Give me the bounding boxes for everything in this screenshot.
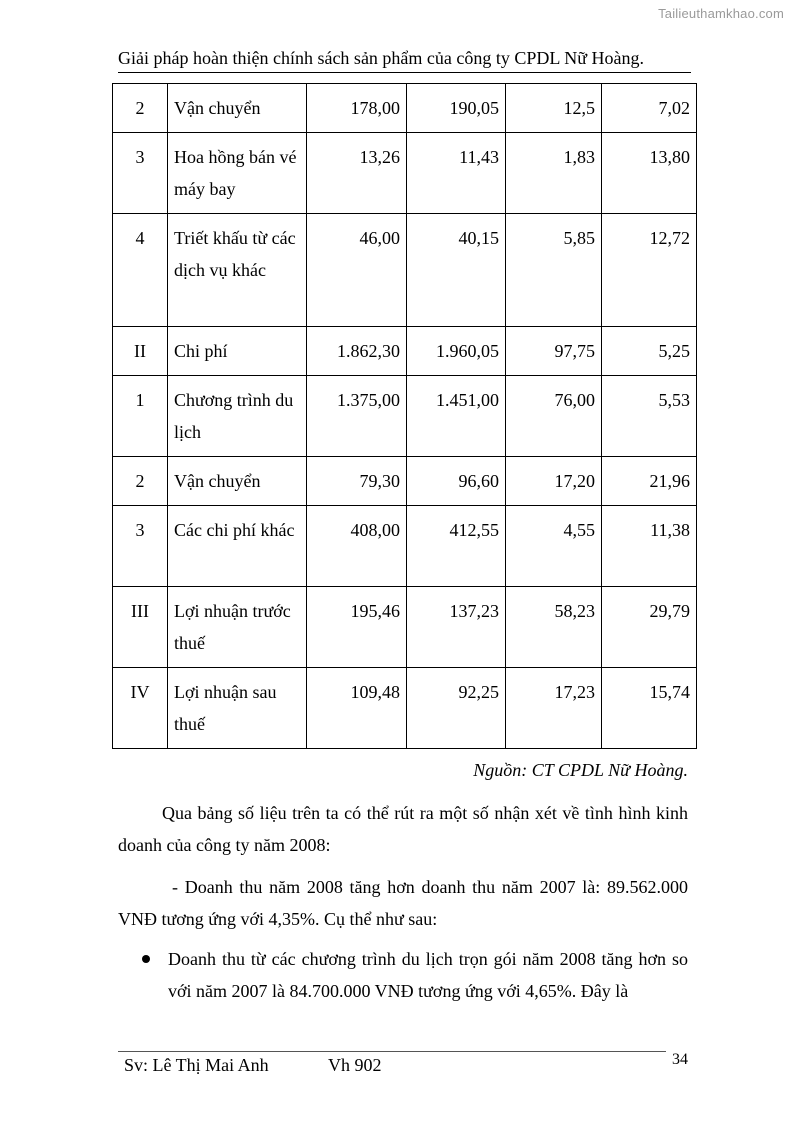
cell-percent: 21,96 (602, 457, 697, 506)
cell-index: 2 (113, 457, 168, 506)
cell-value-2007: 46,00 (307, 214, 407, 327)
table-row (113, 327, 697, 376)
footer-class: Vh 902 (328, 1055, 382, 1075)
cell-value-2008: 190,05 (407, 84, 506, 133)
paragraph-intro: Qua bảng số liệu trên ta có thể rút ra một số nhận xét về tình hình kinh doanh của công ty năm 2008: (118, 803, 688, 855)
footer-divider (118, 1051, 666, 1052)
cell-index: III (113, 587, 168, 668)
cell-index: 3 (113, 133, 168, 214)
bullet-text: Doanh thu từ các chương trình du lịch trọn gói năm 2008 tăng hơn so với năm 2007 là 84.700.000 VNĐ tương ứng với 4,65%. Đây là (168, 949, 688, 1001)
cell-value-2007: 1.862,30 (307, 327, 407, 376)
cell-percent: 15,74 (602, 668, 697, 749)
table-row (113, 84, 697, 133)
financial-table-body (113, 84, 697, 749)
cell-item-name: Triết khấu từ các dịch vụ khác (168, 214, 307, 327)
cell-percent: 5,53 (602, 376, 697, 457)
cell-percent: 7,02 (602, 84, 697, 133)
cell-percent: 29,79 (602, 587, 697, 668)
cell-value-2007: 79,30 (307, 457, 407, 506)
cell-difference: 12,5 (506, 84, 602, 133)
cell-item-name: Lợi nhuận sau thuế (168, 668, 307, 749)
cell-value-2008: 96,60 (407, 457, 506, 506)
cell-index: 4 (113, 214, 168, 327)
cell-value-2007: 13,26 (307, 133, 407, 214)
table-row (113, 587, 697, 668)
cell-index: 1 (113, 376, 168, 457)
cell-item-name: Lợi nhuận trước thuế (168, 587, 307, 668)
cell-difference: 17,23 (506, 668, 602, 749)
cell-difference: 76,00 (506, 376, 602, 457)
bullet-dot-icon (142, 955, 150, 963)
cell-item-name: Chương trình du lịch (168, 376, 307, 457)
cell-value-2007: 1.375,00 (307, 376, 407, 457)
bullet-item (118, 943, 688, 1007)
cell-index: 3 (113, 506, 168, 587)
cell-value-2008: 92,25 (407, 668, 506, 749)
table-row (113, 457, 697, 506)
cell-value-2007: 178,00 (307, 84, 407, 133)
cell-percent: 5,25 (602, 327, 697, 376)
cell-difference: 17,20 (506, 457, 602, 506)
cell-value-2007: 408,00 (307, 506, 407, 587)
cell-value-2008: 412,55 (407, 506, 506, 587)
cell-difference: 5,85 (506, 214, 602, 327)
cell-index: 2 (113, 84, 168, 133)
footer-student: Sv: Lê Thị Mai Anh (124, 1055, 269, 1075)
watermark: Tailieuthamkhao.com (658, 6, 784, 21)
table-row (113, 668, 697, 749)
table-row (113, 506, 697, 587)
cell-value-2008: 40,15 (407, 214, 506, 327)
cell-item-name: Chi phí (168, 327, 307, 376)
cell-value-2008: 137,23 (407, 587, 506, 668)
paragraph-revenue: - Doanh thu năm 2008 tăng hơn doanh thu năm 2007 là: 89.562.000 VNĐ tương ứng với 4,35%. Cụ thể như sau: (118, 877, 688, 929)
cell-index: IV (113, 668, 168, 749)
cell-percent: 12,72 (602, 214, 697, 327)
cell-item-name: Vận chuyển (168, 84, 307, 133)
cell-value-2008: 1.451,00 (407, 376, 506, 457)
page-number: 34 (672, 1051, 688, 1068)
financial-table (112, 83, 697, 749)
cell-item-name: Các chi phí khác (168, 506, 307, 587)
cell-value-2008: 11,43 (407, 133, 506, 214)
page-header-title: Giải pháp hoàn thiện chính sách sản phẩm của công ty CPDL Nữ Hoàng. (118, 48, 691, 73)
cell-value-2007: 109,48 (307, 668, 407, 749)
cell-percent: 13,80 (602, 133, 697, 214)
table-source: Nguồn: CT CPDL Nữ Hoàng. (473, 760, 688, 780)
cell-difference: 1,83 (506, 133, 602, 214)
cell-value-2007: 195,46 (307, 587, 407, 668)
table-row (113, 376, 697, 457)
cell-difference: 97,75 (506, 327, 602, 376)
table-row (113, 133, 697, 214)
cell-item-name: Hoa hồng bán vé máy bay (168, 133, 307, 214)
cell-value-2008: 1.960,05 (407, 327, 506, 376)
table-row (113, 214, 697, 327)
cell-difference: 58,23 (506, 587, 602, 668)
cell-difference: 4,55 (506, 506, 602, 587)
cell-index: II (113, 327, 168, 376)
cell-percent: 11,38 (602, 506, 697, 587)
cell-item-name: Vận chuyển (168, 457, 307, 506)
